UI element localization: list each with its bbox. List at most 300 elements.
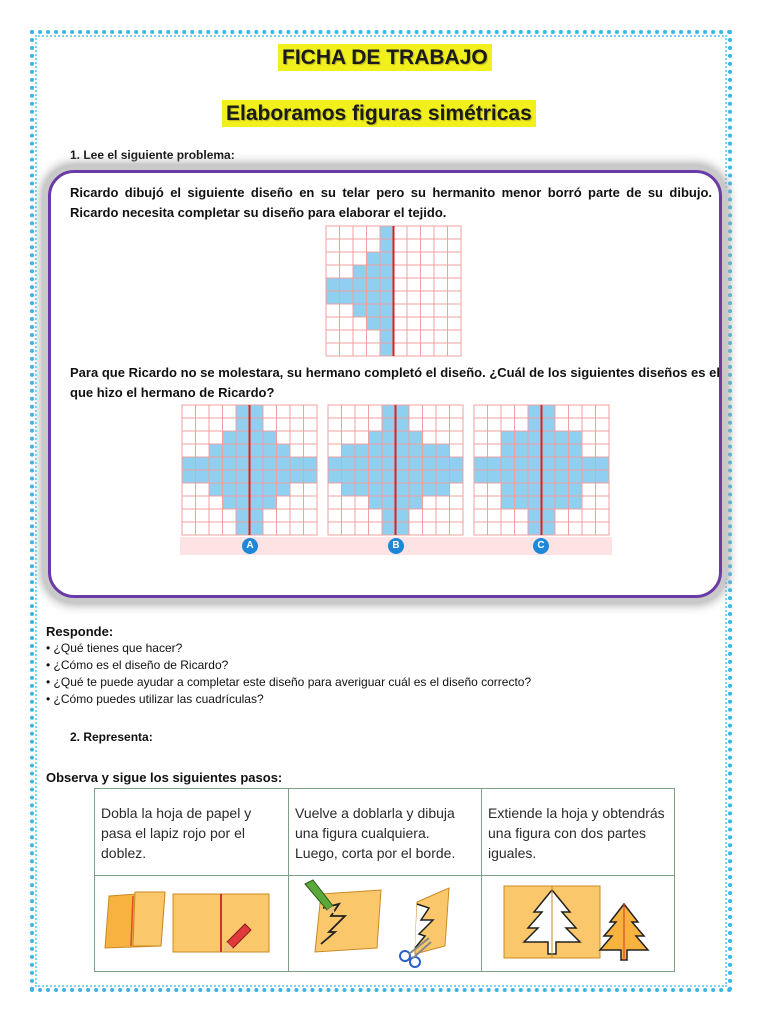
- respond-item: • ¿Qué tienes que hacer?: [46, 641, 183, 655]
- grid-cell: [515, 418, 529, 431]
- grid-cell-filled: [223, 431, 237, 444]
- option-c-grid[interactable]: [472, 403, 612, 537]
- grid-cell: [290, 444, 304, 457]
- grid-cell: [582, 509, 596, 522]
- grid-cell: [353, 239, 367, 252]
- grid-cell-filled: [569, 444, 583, 457]
- grid-cell: [434, 304, 448, 317]
- grid-cell: [450, 418, 464, 431]
- step-3-text: Extiende la hoja y obtendrás una figura con dos partes iguales.: [488, 805, 665, 861]
- grid-cell: [596, 483, 610, 496]
- grid-cell-filled: [380, 239, 394, 252]
- grid-cell: [448, 239, 462, 252]
- section1-heading: 1. Lee el siguiente problema:: [70, 148, 235, 162]
- grid-cell: [196, 496, 210, 509]
- grid-cell: [342, 496, 356, 509]
- grid-cell: [448, 265, 462, 278]
- grid-cell: [394, 226, 408, 239]
- grid-cell-filled: [236, 431, 250, 444]
- grid-cell: [367, 330, 381, 343]
- grid-cell: [394, 291, 408, 304]
- grid-cell: [340, 304, 354, 317]
- grid-cell: [340, 330, 354, 343]
- grid-cell: [353, 330, 367, 343]
- grid-cell: [407, 343, 421, 356]
- grid-cell-filled: [528, 418, 542, 431]
- grid-cell: [340, 252, 354, 265]
- grid-cell-filled: [196, 470, 210, 483]
- grid-cell: [353, 343, 367, 356]
- grid-cell: [328, 522, 342, 535]
- grid-cell-filled: [380, 291, 394, 304]
- grid-cell: [367, 343, 381, 356]
- grid-cell: [394, 265, 408, 278]
- grid-cell: [223, 418, 237, 431]
- grid-cell-filled: [250, 522, 264, 535]
- grid-cell-filled: [209, 444, 223, 457]
- grid-cell: [328, 444, 342, 457]
- grid-cell: [450, 444, 464, 457]
- grid-cell-filled: [340, 291, 354, 304]
- grid-cell-filled: [542, 509, 556, 522]
- grid-cell: [394, 330, 408, 343]
- grid-cell-filled: [263, 470, 277, 483]
- grid-cell-filled: [382, 496, 396, 509]
- grid-cell-filled: [223, 470, 237, 483]
- grid-cell: [488, 444, 502, 457]
- grid-cell-filled: [436, 457, 450, 470]
- grid-cell: [328, 405, 342, 418]
- grid-cell: [596, 431, 610, 444]
- grid-cell: [448, 252, 462, 265]
- grid-cell: [326, 304, 340, 317]
- grid-cell: [394, 278, 408, 291]
- grid-cell-filled: [396, 470, 410, 483]
- grid-cell-filled: [569, 483, 583, 496]
- grid-cell: [342, 522, 356, 535]
- grid-cell: [434, 317, 448, 330]
- grid-cell: [596, 405, 610, 418]
- grid-cell: [304, 405, 318, 418]
- grid-cell-filled: [342, 457, 356, 470]
- grid-cell: [596, 522, 610, 535]
- grid-cell-filled: [528, 483, 542, 496]
- grid-cell-filled: [596, 457, 610, 470]
- grid-cell-filled: [340, 278, 354, 291]
- grid-cell: [290, 431, 304, 444]
- grid-cell-filled: [501, 457, 515, 470]
- grid-cell: [436, 418, 450, 431]
- grid-cell: [277, 496, 291, 509]
- grid-cell-filled: [250, 444, 264, 457]
- grid-cell-filled: [528, 431, 542, 444]
- grid-cell: [328, 509, 342, 522]
- grid-cell: [569, 405, 583, 418]
- grid-cell-filled: [342, 483, 356, 496]
- grid-cell: [355, 418, 369, 431]
- grid-cell-filled: [450, 470, 464, 483]
- grid-cell-filled: [369, 457, 383, 470]
- grid-cell: [196, 483, 210, 496]
- grid-cell-filled: [555, 496, 569, 509]
- grid-cell: [407, 317, 421, 330]
- grid-cell: [421, 317, 435, 330]
- grid-cell: [342, 405, 356, 418]
- grid-cell-filled: [436, 483, 450, 496]
- grid-cell: [209, 522, 223, 535]
- grid-cell: [436, 522, 450, 535]
- grid-cell: [582, 522, 596, 535]
- grid-cell: [407, 239, 421, 252]
- grid-cell-filled: [355, 444, 369, 457]
- grid-cell-filled: [555, 483, 569, 496]
- grid-cell: [353, 226, 367, 239]
- section2-heading: 2. Representa:: [70, 730, 153, 744]
- grid-cell: [555, 418, 569, 431]
- grid-cell: [355, 405, 369, 418]
- grid-cell-filled: [555, 470, 569, 483]
- grid-cell: [436, 405, 450, 418]
- steps-instruction: Observa y sigue los siguientes pasos:: [46, 770, 283, 785]
- grid-cell: [326, 265, 340, 278]
- grid-cell: [263, 405, 277, 418]
- grid-cell: [326, 330, 340, 343]
- grid-cell-filled: [596, 470, 610, 483]
- grid-cell-filled: [382, 470, 396, 483]
- grid-cell-filled: [304, 470, 318, 483]
- grid-cell: [328, 483, 342, 496]
- grid-cell-filled: [409, 444, 423, 457]
- grid-cell-filled: [396, 405, 410, 418]
- grid-cell: [423, 496, 437, 509]
- grid-cell: [342, 509, 356, 522]
- grid-cell: [450, 522, 464, 535]
- grid-cell-filled: [369, 470, 383, 483]
- grid-cell: [407, 304, 421, 317]
- grid-cell-filled: [380, 226, 394, 239]
- grid-cell-filled: [542, 405, 556, 418]
- grid-cell: [196, 405, 210, 418]
- grid-cell-filled: [409, 457, 423, 470]
- grid-cell-filled: [423, 470, 437, 483]
- grid-cell: [277, 509, 291, 522]
- page-title: FICHA DE TRABAJO: [278, 44, 492, 71]
- grid-cell: [304, 431, 318, 444]
- grid-cell: [474, 405, 488, 418]
- grid-cell-filled: [353, 291, 367, 304]
- grid-cell-filled: [542, 444, 556, 457]
- grid-cell-filled: [396, 418, 410, 431]
- grid-cell-filled: [369, 483, 383, 496]
- grid-cell: [342, 431, 356, 444]
- grid-cell: [369, 522, 383, 535]
- grid-cell: [555, 509, 569, 522]
- grid-cell: [326, 239, 340, 252]
- grid-cell: [450, 431, 464, 444]
- grid-cell-filled: [342, 470, 356, 483]
- grid-cell: [488, 418, 502, 431]
- grid-cell: [450, 496, 464, 509]
- grid-cell-filled: [236, 509, 250, 522]
- grid-cell: [407, 278, 421, 291]
- grid-cell: [488, 431, 502, 444]
- grid-cell: [501, 405, 515, 418]
- grid-cell: [353, 252, 367, 265]
- grid-cell-filled: [250, 483, 264, 496]
- grid-cell-filled: [528, 470, 542, 483]
- grid-cell-filled: [396, 483, 410, 496]
- grid-cell-filled: [304, 457, 318, 470]
- grid-cell: [421, 226, 435, 239]
- grid-cell-filled: [515, 483, 529, 496]
- grid-cell-filled: [236, 444, 250, 457]
- grid-cell-filled: [367, 291, 381, 304]
- grid-cell: [409, 418, 423, 431]
- grid-cell-filled: [290, 470, 304, 483]
- grid-cell: [448, 330, 462, 343]
- grid-cell-filled: [236, 496, 250, 509]
- grid-cell-filled: [569, 457, 583, 470]
- grid-cell: [369, 405, 383, 418]
- grid-cell: [394, 343, 408, 356]
- grid-cell-filled: [369, 444, 383, 457]
- grid-cell: [355, 522, 369, 535]
- grid-cell: [569, 522, 583, 535]
- grid-cell: [582, 444, 596, 457]
- grid-cell-filled: [423, 483, 437, 496]
- grid-cell: [304, 444, 318, 457]
- grid-cell: [290, 483, 304, 496]
- grid-cell: [421, 343, 435, 356]
- grid-cell: [434, 226, 448, 239]
- grid-cell-filled: [382, 483, 396, 496]
- grid-cell: [394, 252, 408, 265]
- grid-cell-filled: [515, 470, 529, 483]
- respond-item: • ¿Qué te puede ayudar a completar este diseño para averiguar cuál es el diseño correcto?: [46, 675, 532, 689]
- grid-cell: [304, 522, 318, 535]
- grid-cell: [277, 431, 291, 444]
- grid-cell-filled: [382, 509, 396, 522]
- grid-cell-filled: [250, 457, 264, 470]
- grid-cell: [474, 418, 488, 431]
- grid-cell: [474, 522, 488, 535]
- grid-cell-filled: [223, 496, 237, 509]
- grid-cell: [515, 405, 529, 418]
- respond-item: • ¿Cómo puedes utilizar las cuadrículas?: [46, 692, 264, 706]
- grid-cell-filled: [250, 509, 264, 522]
- grid-cell-filled: [423, 444, 437, 457]
- grid-cell: [182, 483, 196, 496]
- grid-cell: [223, 522, 237, 535]
- grid-cell: [407, 252, 421, 265]
- grid-cell: [209, 431, 223, 444]
- grid-cell: [421, 239, 435, 252]
- grid-cell: [596, 444, 610, 457]
- grid-cell-filled: [409, 470, 423, 483]
- grid-cell: [182, 496, 196, 509]
- grid-cell: [474, 496, 488, 509]
- grid-cell-filled: [409, 483, 423, 496]
- grid-cell-filled: [236, 483, 250, 496]
- grid-cell-filled: [382, 431, 396, 444]
- grid-cell-filled: [396, 431, 410, 444]
- grid-cell: [488, 483, 502, 496]
- option-c-badge[interactable]: C: [533, 538, 549, 554]
- grid-cell: [582, 496, 596, 509]
- grid-cell: [423, 522, 437, 535]
- grid-cell-filled: [450, 457, 464, 470]
- grid-cell-filled: [367, 304, 381, 317]
- grid-cell-filled: [250, 405, 264, 418]
- grid-cell: [434, 291, 448, 304]
- grid-cell: [367, 239, 381, 252]
- grid-cell-filled: [223, 444, 237, 457]
- grid-cell: [277, 405, 291, 418]
- grid-cell: [434, 252, 448, 265]
- steps-table: [94, 788, 675, 972]
- grid-cell: [290, 522, 304, 535]
- grid-cell-filled: [209, 457, 223, 470]
- grid-cell: [409, 405, 423, 418]
- grid-cell: [304, 418, 318, 431]
- grid-cell-filled: [353, 265, 367, 278]
- grid-cell: [407, 330, 421, 343]
- grid-cell-filled: [528, 405, 542, 418]
- grid-cell-filled: [396, 496, 410, 509]
- grid-cell-filled: [555, 457, 569, 470]
- respond-title: Responde:: [46, 624, 114, 639]
- option-a-grid[interactable]: [180, 403, 320, 537]
- grid-cell: [209, 405, 223, 418]
- grid-cell: [290, 405, 304, 418]
- grid-cell-filled: [353, 278, 367, 291]
- grid-cell-filled: [353, 304, 367, 317]
- grid-cell: [328, 431, 342, 444]
- grid-cell-filled: [555, 444, 569, 457]
- grid-cell: [448, 226, 462, 239]
- grid-cell: [436, 431, 450, 444]
- grid-cell-filled: [515, 431, 529, 444]
- grid-cell: [304, 509, 318, 522]
- grid-cell: [263, 522, 277, 535]
- grid-cell-filled: [250, 418, 264, 431]
- grid-cell-filled: [342, 444, 356, 457]
- grid-cell: [182, 431, 196, 444]
- grid-cell: [421, 304, 435, 317]
- grid-cell-filled: [396, 444, 410, 457]
- grid-cell: [474, 483, 488, 496]
- grid-cell: [182, 509, 196, 522]
- grid-cell-filled: [250, 496, 264, 509]
- partial-design-grid: [324, 224, 464, 358]
- grid-cell: [582, 483, 596, 496]
- grid-cell: [353, 317, 367, 330]
- grid-cell: [290, 418, 304, 431]
- step-1-illustration: [95, 875, 289, 971]
- page-subtitle: Elaboramos figuras simétricas: [222, 100, 536, 127]
- grid-cell: [394, 304, 408, 317]
- grid-cell-filled: [182, 470, 196, 483]
- grid-cell: [448, 304, 462, 317]
- grid-cell: [569, 418, 583, 431]
- grid-cell: [488, 509, 502, 522]
- grid-cell: [515, 509, 529, 522]
- grid-cell-filled: [382, 522, 396, 535]
- grid-cell-filled: [326, 291, 340, 304]
- grid-cell: [196, 431, 210, 444]
- grid-cell-filled: [380, 252, 394, 265]
- step-2-illustration: [289, 875, 482, 971]
- grid-cell: [421, 291, 435, 304]
- grid-cell: [434, 343, 448, 356]
- grid-cell-filled: [236, 457, 250, 470]
- grid-cell: [448, 291, 462, 304]
- grid-cell: [501, 418, 515, 431]
- grid-cell-filled: [382, 405, 396, 418]
- grid-cell: [304, 483, 318, 496]
- grid-cell-filled: [380, 278, 394, 291]
- grid-cell: [340, 226, 354, 239]
- grid-cell: [328, 496, 342, 509]
- grid-cell: [582, 418, 596, 431]
- grid-cell: [340, 317, 354, 330]
- grid-cell-filled: [209, 470, 223, 483]
- grid-cell-filled: [223, 483, 237, 496]
- grid-cell-filled: [582, 457, 596, 470]
- grid-cell: [434, 330, 448, 343]
- grid-cell-filled: [277, 483, 291, 496]
- grid-cell: [488, 405, 502, 418]
- grid-cell-filled: [569, 496, 583, 509]
- grid-cell: [407, 265, 421, 278]
- grid-cell-filled: [209, 483, 223, 496]
- grid-cell-filled: [488, 457, 502, 470]
- grid-cell-filled: [277, 457, 291, 470]
- option-a-badge[interactable]: A: [242, 538, 258, 554]
- grid-cell-filled: [380, 265, 394, 278]
- grid-cell-filled: [250, 470, 264, 483]
- grid-cell-filled: [515, 444, 529, 457]
- grid-cell: [596, 496, 610, 509]
- grid-cell-filled: [555, 431, 569, 444]
- grid-cell: [342, 418, 356, 431]
- grid-cell-filled: [542, 431, 556, 444]
- grid-cell-filled: [182, 457, 196, 470]
- grid-cell: [223, 405, 237, 418]
- grid-cell-filled: [423, 457, 437, 470]
- grid-cell: [182, 405, 196, 418]
- grid-cell: [488, 522, 502, 535]
- option-b-badge[interactable]: B: [388, 538, 404, 554]
- grid-cell-filled: [436, 444, 450, 457]
- grid-cell-filled: [396, 509, 410, 522]
- grid-cell-filled: [542, 418, 556, 431]
- step-1-text: Dobla la hoja de papel y pasa el lapiz rojo por el doblez.: [95, 789, 289, 875]
- grid-cell: [394, 239, 408, 252]
- grid-cell-filled: [501, 431, 515, 444]
- grid-cell-filled: [328, 457, 342, 470]
- grid-cell: [196, 522, 210, 535]
- grid-cell: [596, 509, 610, 522]
- grid-cell-filled: [367, 317, 381, 330]
- grid-cell: [209, 509, 223, 522]
- grid-cell-filled: [382, 418, 396, 431]
- grid-cell: [369, 509, 383, 522]
- option-b-grid[interactable]: [326, 403, 466, 537]
- grid-cell-filled: [474, 470, 488, 483]
- grid-cell: [196, 509, 210, 522]
- grid-cell: [434, 239, 448, 252]
